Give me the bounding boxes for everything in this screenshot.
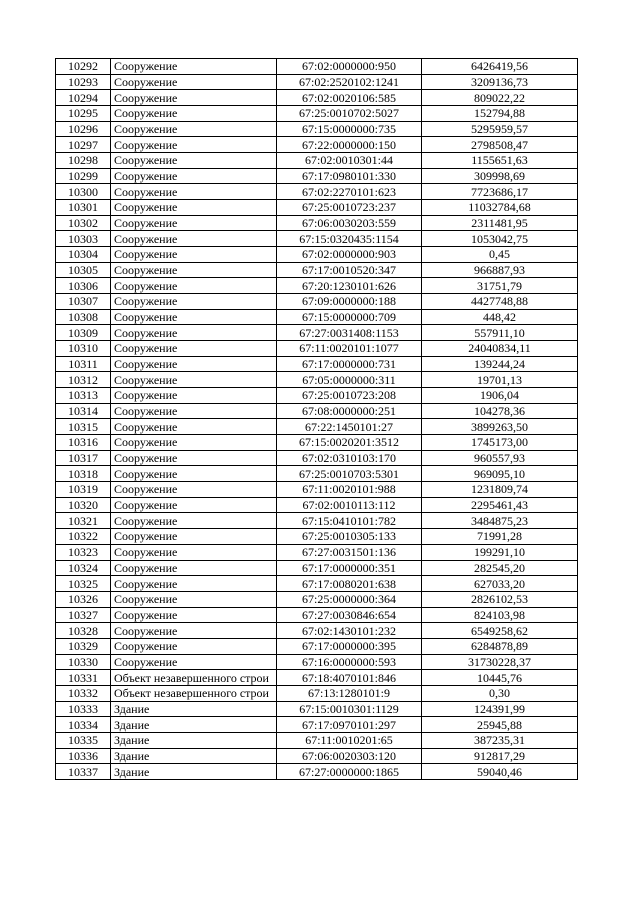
table-row bbox=[56, 497, 578, 513]
cadastral-number-cell: 67:25:0010703:5301 bbox=[277, 466, 422, 482]
table-row bbox=[56, 137, 578, 153]
table-row bbox=[56, 748, 578, 764]
row-number-cell: 10312 bbox=[56, 372, 111, 388]
object-type-cell: Сооружение bbox=[111, 388, 277, 404]
object-type-cell: Сооружение bbox=[111, 74, 277, 90]
cadastral-value-cell: 2826102,53 bbox=[422, 591, 578, 607]
cadastral-value-cell: 59040,46 bbox=[422, 764, 578, 780]
cadastral-value-cell: 139244,24 bbox=[422, 356, 578, 372]
object-type-cell: Здание bbox=[111, 701, 277, 717]
object-type-cell: Сооружение bbox=[111, 341, 277, 357]
object-type-cell: Объект незавершенного строи bbox=[111, 670, 277, 686]
table-row bbox=[56, 435, 578, 451]
object-type-cell: Сооружение bbox=[111, 184, 277, 200]
table-row bbox=[56, 106, 578, 122]
row-number-cell: 10323 bbox=[56, 544, 111, 560]
cadastral-value-cell: 809022,22 bbox=[422, 90, 578, 106]
row-number-cell: 10310 bbox=[56, 341, 111, 357]
object-type-cell: Сооружение bbox=[111, 591, 277, 607]
table-row bbox=[56, 153, 578, 169]
row-number-cell: 10315 bbox=[56, 419, 111, 435]
cadastral-number-cell: 67:20:1230101:626 bbox=[277, 278, 422, 294]
row-number-cell: 10297 bbox=[56, 137, 111, 153]
object-type-cell: Сооружение bbox=[111, 121, 277, 137]
cadastral-number-cell: 67:09:0000000:188 bbox=[277, 294, 422, 310]
row-number-cell: 10320 bbox=[56, 497, 111, 513]
cadastral-number-cell: 67:25:0010723:237 bbox=[277, 200, 422, 216]
cadastral-number-cell: 67:02:2270101:623 bbox=[277, 184, 422, 200]
cadastral-value-cell: 3209136,73 bbox=[422, 74, 578, 90]
table-row bbox=[56, 294, 578, 310]
object-type-cell: Объект незавершенного строи bbox=[111, 685, 277, 701]
table-row bbox=[56, 200, 578, 216]
cadastral-number-cell: 67:25:0010723:208 bbox=[277, 388, 422, 404]
object-type-cell: Сооружение bbox=[111, 200, 277, 216]
cadastral-number-cell: 67:17:0000000:731 bbox=[277, 356, 422, 372]
cadastral-number-cell: 67:11:0010201:65 bbox=[277, 732, 422, 748]
table-row bbox=[56, 356, 578, 372]
table-row bbox=[56, 309, 578, 325]
object-type-cell: Сооружение bbox=[111, 325, 277, 341]
object-type-cell: Сооружение bbox=[111, 607, 277, 623]
object-type-cell: Здание bbox=[111, 748, 277, 764]
cadastral-value-cell: 31751,79 bbox=[422, 278, 578, 294]
table-row bbox=[56, 341, 578, 357]
cadastral-value-cell: 25945,88 bbox=[422, 717, 578, 733]
cadastral-value-cell: 0,30 bbox=[422, 685, 578, 701]
table-row bbox=[56, 654, 578, 670]
object-type-cell: Сооружение bbox=[111, 294, 277, 310]
table-row bbox=[56, 685, 578, 701]
cadastral-value-cell: 1155651,63 bbox=[422, 153, 578, 169]
row-number-cell: 10303 bbox=[56, 231, 111, 247]
object-type-cell: Сооружение bbox=[111, 90, 277, 106]
cadastral-value-cell: 3484875,23 bbox=[422, 513, 578, 529]
table-row bbox=[56, 529, 578, 545]
cadastral-number-cell: 67:08:0000000:251 bbox=[277, 403, 422, 419]
row-number-cell: 10317 bbox=[56, 450, 111, 466]
cadastral-value-cell: 966887,93 bbox=[422, 262, 578, 278]
object-type-cell: Сооружение bbox=[111, 419, 277, 435]
row-number-cell: 10321 bbox=[56, 513, 111, 529]
cadastral-number-cell: 67:15:0320435:1154 bbox=[277, 231, 422, 247]
cadastral-number-cell: 67:17:0970101:297 bbox=[277, 717, 422, 733]
cadastral-value-cell: 24040834,11 bbox=[422, 341, 578, 357]
object-type-cell: Сооружение bbox=[111, 654, 277, 670]
cadastral-number-cell: 67:02:0310103:170 bbox=[277, 450, 422, 466]
cadastral-number-cell: 67:06:0030203:559 bbox=[277, 215, 422, 231]
row-number-cell: 10336 bbox=[56, 748, 111, 764]
cadastral-number-cell: 67:22:1450101:27 bbox=[277, 419, 422, 435]
cadastral-number-cell: 67:25:0010702:5027 bbox=[277, 106, 422, 122]
table-row bbox=[56, 215, 578, 231]
cadastral-number-cell: 67:02:0010301:44 bbox=[277, 153, 422, 169]
row-number-cell: 10295 bbox=[56, 106, 111, 122]
cadastral-value-cell: 448,42 bbox=[422, 309, 578, 325]
cadastral-number-cell: 67:02:1430101:232 bbox=[277, 623, 422, 639]
object-type-cell: Сооружение bbox=[111, 623, 277, 639]
cadastral-number-cell: 67:02:0000000:950 bbox=[277, 59, 422, 75]
row-number-cell: 10302 bbox=[56, 215, 111, 231]
object-type-cell: Сооружение bbox=[111, 372, 277, 388]
object-type-cell: Сооружение bbox=[111, 576, 277, 592]
row-number-cell: 10314 bbox=[56, 403, 111, 419]
row-number-cell: 10304 bbox=[56, 247, 111, 263]
cadastral-number-cell: 67:16:0000000:593 bbox=[277, 654, 422, 670]
object-type-cell: Сооружение bbox=[111, 309, 277, 325]
cadastral-number-cell: 67:17:0080201:638 bbox=[277, 576, 422, 592]
cadastral-value-cell: 1231809,74 bbox=[422, 482, 578, 498]
cadastral-value-cell: 199291,10 bbox=[422, 544, 578, 560]
row-number-cell: 10326 bbox=[56, 591, 111, 607]
cadastral-number-cell: 67:15:0000000:735 bbox=[277, 121, 422, 137]
row-number-cell: 10329 bbox=[56, 638, 111, 654]
object-type-cell: Сооружение bbox=[111, 513, 277, 529]
cadastral-value-cell: 282545,20 bbox=[422, 560, 578, 576]
table-row bbox=[56, 74, 578, 90]
row-number-cell: 10305 bbox=[56, 262, 111, 278]
table-row bbox=[56, 388, 578, 404]
row-number-cell: 10294 bbox=[56, 90, 111, 106]
cadastral-number-cell: 67:11:0020101:1077 bbox=[277, 341, 422, 357]
object-type-cell: Сооружение bbox=[111, 137, 277, 153]
row-number-cell: 10325 bbox=[56, 576, 111, 592]
cadastral-value-cell: 31730228,37 bbox=[422, 654, 578, 670]
cadastral-number-cell: 67:11:0020101:988 bbox=[277, 482, 422, 498]
row-number-cell: 10306 bbox=[56, 278, 111, 294]
cadastral-number-cell: 67:05:0000000:311 bbox=[277, 372, 422, 388]
cadastral-number-cell: 67:25:0000000:364 bbox=[277, 591, 422, 607]
row-number-cell: 10316 bbox=[56, 435, 111, 451]
cadastral-value-cell: 387235,31 bbox=[422, 732, 578, 748]
row-number-cell: 10327 bbox=[56, 607, 111, 623]
row-number-cell: 10318 bbox=[56, 466, 111, 482]
table-row bbox=[56, 450, 578, 466]
table-row bbox=[56, 372, 578, 388]
cadastral-number-cell: 67:15:0410101:782 bbox=[277, 513, 422, 529]
cadastral-number-cell: 67:17:0000000:351 bbox=[277, 560, 422, 576]
object-type-cell: Сооружение bbox=[111, 560, 277, 576]
cadastral-number-cell: 67:06:0020303:120 bbox=[277, 748, 422, 764]
object-type-cell: Сооружение bbox=[111, 168, 277, 184]
row-number-cell: 10311 bbox=[56, 356, 111, 372]
row-number-cell: 10322 bbox=[56, 529, 111, 545]
table-row bbox=[56, 764, 578, 780]
object-type-cell: Здание bbox=[111, 764, 277, 780]
object-type-cell: Сооружение bbox=[111, 278, 277, 294]
cadastral-value-cell: 71991,28 bbox=[422, 529, 578, 545]
table-row bbox=[56, 701, 578, 717]
cadastral-value-cell: 309998,69 bbox=[422, 168, 578, 184]
row-number-cell: 10331 bbox=[56, 670, 111, 686]
row-number-cell: 10335 bbox=[56, 732, 111, 748]
object-type-cell: Сооружение bbox=[111, 59, 277, 75]
cadastral-value-cell: 6426419,56 bbox=[422, 59, 578, 75]
table-row bbox=[56, 591, 578, 607]
table-row bbox=[56, 231, 578, 247]
cadastral-value-cell: 627033,20 bbox=[422, 576, 578, 592]
object-type-cell: Сооружение bbox=[111, 497, 277, 513]
registry-table-body bbox=[56, 59, 578, 780]
cadastral-value-cell: 557911,10 bbox=[422, 325, 578, 341]
cadastral-value-cell: 824103,98 bbox=[422, 607, 578, 623]
table-row bbox=[56, 544, 578, 560]
cadastral-number-cell: 67:22:0000000:150 bbox=[277, 137, 422, 153]
table-row bbox=[56, 638, 578, 654]
object-type-cell: Сооружение bbox=[111, 356, 277, 372]
table-row bbox=[56, 278, 578, 294]
row-number-cell: 10293 bbox=[56, 74, 111, 90]
table-row bbox=[56, 168, 578, 184]
table-row bbox=[56, 732, 578, 748]
row-number-cell: 10319 bbox=[56, 482, 111, 498]
row-number-cell: 10337 bbox=[56, 764, 111, 780]
cadastral-number-cell: 67:27:0031408:1153 bbox=[277, 325, 422, 341]
row-number-cell: 10299 bbox=[56, 168, 111, 184]
cadastral-number-cell: 67:17:0000000:395 bbox=[277, 638, 422, 654]
object-type-cell: Сооружение bbox=[111, 638, 277, 654]
table-row bbox=[56, 560, 578, 576]
object-type-cell: Сооружение bbox=[111, 153, 277, 169]
row-number-cell: 10330 bbox=[56, 654, 111, 670]
cadastral-number-cell: 67:17:0010520:347 bbox=[277, 262, 422, 278]
cadastral-number-cell: 67:02:2520102:1241 bbox=[277, 74, 422, 90]
table-row bbox=[56, 247, 578, 263]
cadastral-number-cell: 67:25:0010305:133 bbox=[277, 529, 422, 545]
cadastral-value-cell: 0,45 bbox=[422, 247, 578, 263]
cadastral-number-cell: 67:13:1280101:9 bbox=[277, 685, 422, 701]
cadastral-value-cell: 19701,13 bbox=[422, 372, 578, 388]
row-number-cell: 10301 bbox=[56, 200, 111, 216]
table-row bbox=[56, 670, 578, 686]
object-type-cell: Сооружение bbox=[111, 450, 277, 466]
cadastral-value-cell: 3899263,50 bbox=[422, 419, 578, 435]
table-row bbox=[56, 482, 578, 498]
object-type-cell: Здание bbox=[111, 732, 277, 748]
table-row bbox=[56, 717, 578, 733]
property-registry-table bbox=[55, 58, 578, 780]
table-row bbox=[56, 262, 578, 278]
object-type-cell: Сооружение bbox=[111, 544, 277, 560]
table-row bbox=[56, 59, 578, 75]
cadastral-value-cell: 152794,88 bbox=[422, 106, 578, 122]
cadastral-number-cell: 67:27:0000000:1865 bbox=[277, 764, 422, 780]
cadastral-number-cell: 67:27:0030846:654 bbox=[277, 607, 422, 623]
table-row bbox=[56, 513, 578, 529]
row-number-cell: 10298 bbox=[56, 153, 111, 169]
table-row bbox=[56, 121, 578, 137]
cadastral-value-cell: 969095,10 bbox=[422, 466, 578, 482]
cadastral-number-cell: 67:18:4070101:846 bbox=[277, 670, 422, 686]
object-type-cell: Сооружение bbox=[111, 529, 277, 545]
cadastral-number-cell: 67:27:0031501:136 bbox=[277, 544, 422, 560]
cadastral-value-cell: 960557,93 bbox=[422, 450, 578, 466]
cadastral-number-cell: 67:15:0010301:1129 bbox=[277, 701, 422, 717]
cadastral-value-cell: 4427748,88 bbox=[422, 294, 578, 310]
table-row bbox=[56, 576, 578, 592]
row-number-cell: 10292 bbox=[56, 59, 111, 75]
cadastral-value-cell: 1053042,75 bbox=[422, 231, 578, 247]
object-type-cell: Сооружение bbox=[111, 231, 277, 247]
row-number-cell: 10296 bbox=[56, 121, 111, 137]
table-row bbox=[56, 466, 578, 482]
cadastral-value-cell: 10445,76 bbox=[422, 670, 578, 686]
table-row bbox=[56, 419, 578, 435]
table-row bbox=[56, 90, 578, 106]
cadastral-number-cell: 67:02:0000000:903 bbox=[277, 247, 422, 263]
cadastral-number-cell: 67:15:0000000:709 bbox=[277, 309, 422, 325]
row-number-cell: 10333 bbox=[56, 701, 111, 717]
cadastral-value-cell: 6549258,62 bbox=[422, 623, 578, 639]
row-number-cell: 10307 bbox=[56, 294, 111, 310]
object-type-cell: Сооружение bbox=[111, 403, 277, 419]
cadastral-value-cell: 7723686,17 bbox=[422, 184, 578, 200]
row-number-cell: 10300 bbox=[56, 184, 111, 200]
object-type-cell: Сооружение bbox=[111, 435, 277, 451]
cadastral-value-cell: 2295461,43 bbox=[422, 497, 578, 513]
object-type-cell: Сооружение bbox=[111, 466, 277, 482]
cadastral-number-cell: 67:17:0980101:330 bbox=[277, 168, 422, 184]
row-number-cell: 10313 bbox=[56, 388, 111, 404]
row-number-cell: 10328 bbox=[56, 623, 111, 639]
cadastral-value-cell: 2798508,47 bbox=[422, 137, 578, 153]
table-row bbox=[56, 403, 578, 419]
object-type-cell: Сооружение bbox=[111, 482, 277, 498]
cadastral-value-cell: 1906,04 bbox=[422, 388, 578, 404]
row-number-cell: 10324 bbox=[56, 560, 111, 576]
row-number-cell: 10309 bbox=[56, 325, 111, 341]
cadastral-value-cell: 124391,99 bbox=[422, 701, 578, 717]
table-row bbox=[56, 184, 578, 200]
row-number-cell: 10308 bbox=[56, 309, 111, 325]
object-type-cell: Сооружение bbox=[111, 262, 277, 278]
cadastral-value-cell: 104278,36 bbox=[422, 403, 578, 419]
cadastral-value-cell: 6284878,89 bbox=[422, 638, 578, 654]
cadastral-number-cell: 67:15:0020201:3512 bbox=[277, 435, 422, 451]
cadastral-value-cell: 2311481,95 bbox=[422, 215, 578, 231]
cadastral-value-cell: 5295959,57 bbox=[422, 121, 578, 137]
cadastral-value-cell: 912817,29 bbox=[422, 748, 578, 764]
object-type-cell: Здание bbox=[111, 717, 277, 733]
cadastral-value-cell: 1745173,00 bbox=[422, 435, 578, 451]
cadastral-number-cell: 67:02:0010113:112 bbox=[277, 497, 422, 513]
cadastral-value-cell: 11032784,68 bbox=[422, 200, 578, 216]
cadastral-number-cell: 67:02:0020106:585 bbox=[277, 90, 422, 106]
object-type-cell: Сооружение bbox=[111, 215, 277, 231]
row-number-cell: 10334 bbox=[56, 717, 111, 733]
table-row bbox=[56, 325, 578, 341]
object-type-cell: Сооружение bbox=[111, 106, 277, 122]
table-row bbox=[56, 623, 578, 639]
object-type-cell: Сооружение bbox=[111, 247, 277, 263]
row-number-cell: 10332 bbox=[56, 685, 111, 701]
table-row bbox=[56, 607, 578, 623]
